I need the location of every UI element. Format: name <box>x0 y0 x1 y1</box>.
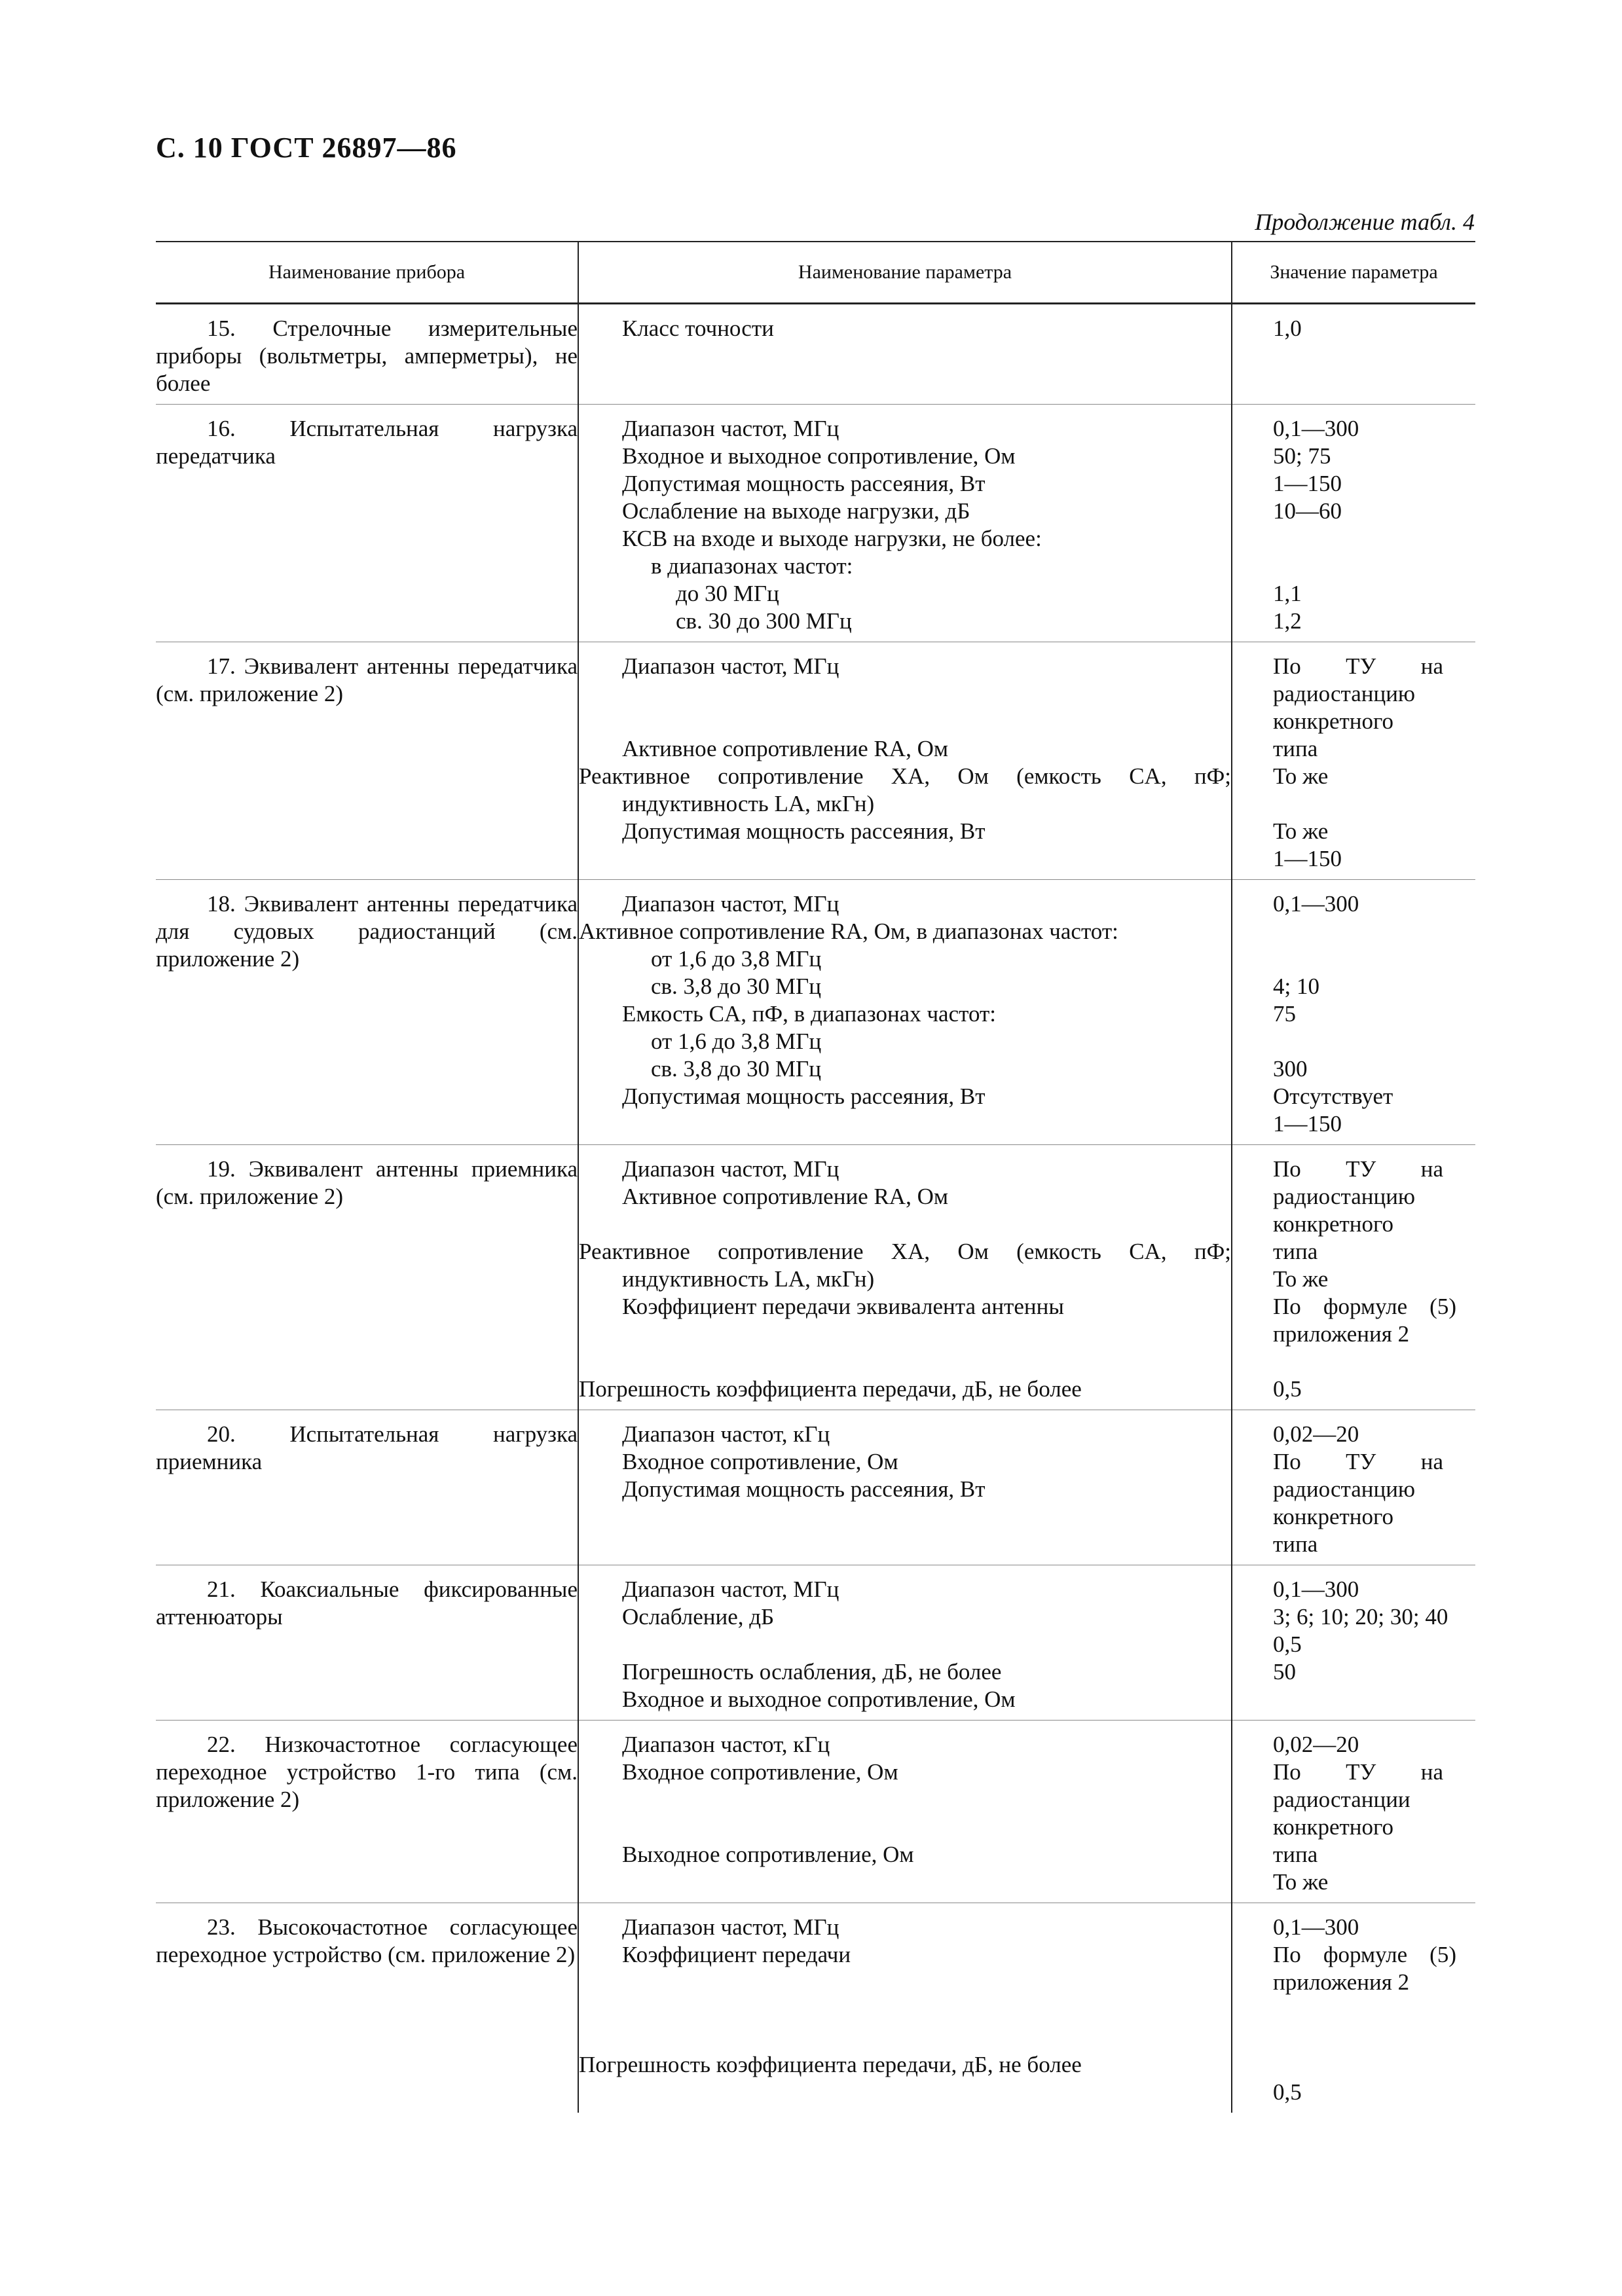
parameter-name: Емкость CА, пФ, в диапазонах частот: <box>622 1001 997 1027</box>
device-name-text: 19. Эквивалент антенны приемника (см. приложение 2) <box>156 1156 578 1209</box>
parameter-value: 0,5 <box>1273 1376 1302 1402</box>
value-cell <box>1232 304 1475 405</box>
parameter-value: То же <box>1273 1869 1329 1895</box>
device-name <box>156 1565 578 1721</box>
parameter-name: св. 30 до 300 МГц <box>676 608 852 634</box>
page-header: С. 10 ГОСТ 26897—86 <box>156 132 457 164</box>
parameter-cell <box>578 642 1232 880</box>
parameter-name: Активное сопротивление RА, Ом <box>622 736 948 761</box>
table-row <box>156 880 1475 1145</box>
parameter-value: 1,2 <box>1273 608 1302 634</box>
table-header-row <box>156 242 1475 304</box>
device-name <box>156 304 578 405</box>
parameter-value: 1,0 <box>1273 316 1302 341</box>
parameter-name: св. 3,8 до 30 МГц <box>651 1056 821 1082</box>
parameter-name: Диапазон частот, МГц <box>622 416 839 441</box>
table-row <box>156 304 1475 405</box>
parameter-name: Входное и выходное сопротивление, Ом <box>622 443 1016 469</box>
parameter-cell <box>578 1903 1232 2113</box>
parameter-cell <box>578 1721 1232 1903</box>
parameter-value: 4; 10 <box>1273 974 1319 999</box>
parameter-value: 50 <box>1273 1659 1296 1685</box>
parameter-name: Погрешность коэффициента передачи, дБ, не более <box>579 1376 1082 1402</box>
parameter-name: Диапазон частот, МГц <box>622 653 839 679</box>
parameters-table <box>156 241 1475 2113</box>
parameter-name: Диапазон частот, МГц <box>622 1914 839 1940</box>
parameter-name: Входное сопротивление, Ом <box>622 1759 898 1785</box>
parameter-cell <box>578 1410 1232 1565</box>
parameter-value: 75 <box>1273 1001 1296 1027</box>
parameter-name: Входное и выходное сопротивление, Ом <box>622 1686 1016 1712</box>
parameter-value: 0,1—300 <box>1273 1914 1359 1940</box>
parameter-value: По ТУ на радиостанцию конкретного типа <box>1273 1449 1443 1557</box>
parameter-name: Диапазон частот, МГц <box>622 891 839 917</box>
parameter-value: 1—150 <box>1273 846 1342 871</box>
value-cell <box>1232 1410 1475 1565</box>
table-row <box>156 1145 1475 1410</box>
parameter-value: По ТУ на радиостанцию конкретного типа <box>1273 1156 1443 1264</box>
value-cell <box>1232 1721 1475 1903</box>
parameter-name: Коэффициент передачи эквивалента антенны <box>622 1294 1064 1319</box>
column-header-device: Наименование прибора <box>268 261 466 283</box>
parameter-value: 50; 75 <box>1273 443 1331 469</box>
parameter-name: Активное сопротивление RА, Ом, в диапазонах частот: <box>579 919 1118 944</box>
device-name-text: 20. Испытательная нагрузка приемника <box>156 1421 578 1474</box>
value-cell <box>1232 880 1475 1145</box>
parameter-name: Диапазон частот, МГц <box>622 1576 839 1602</box>
column-header-value: Значение параметра <box>1232 242 1475 304</box>
parameter-cell <box>578 1565 1232 1721</box>
parameter-name: Реактивное сопротивление XА, Ом (емкость CА, пФ; индуктивность LА, мкГн) <box>579 763 1231 816</box>
value-cell <box>1232 405 1475 642</box>
device-name <box>156 1410 578 1565</box>
device-name-text: 23. Высокочастотное согласующее переходное устройство (см. приложение 2) <box>156 1914 578 1967</box>
table-row <box>156 1565 1475 1721</box>
parameter-value: По ТУ на радиостанции конкретного типа <box>1273 1759 1443 1867</box>
value-cell <box>1232 1903 1475 2113</box>
parameter-value: 0,02—20 <box>1273 1732 1359 1757</box>
parameter-name: Реактивное сопротивление XА, Ом (емкость CА, пФ; индуктивность LА, мкГн) <box>579 1239 1231 1292</box>
parameter-value: То же <box>1273 818 1329 844</box>
parameter-cell <box>578 1145 1232 1410</box>
device-name <box>156 642 578 880</box>
parameter-name: Допустимая мощность рассеяния, Вт <box>622 1084 986 1109</box>
table-continuation-label: Продолжение табл. 4 <box>1255 209 1475 235</box>
parameter-name: Допустимая мощность рассеяния, Вт <box>622 1476 986 1502</box>
device-name-text: 16. Испытательная нагрузка передатчика <box>156 416 578 469</box>
parameter-value: 0,1—300 <box>1273 416 1359 441</box>
table-row <box>156 1903 1475 2113</box>
parameter-name: св. 3,8 до 30 МГц <box>651 974 821 999</box>
value-cell <box>1232 1565 1475 1721</box>
parameter-value: То же <box>1273 1266 1329 1292</box>
parameter-value: По ТУ на радиостанцию конкретного типа <box>1273 653 1443 761</box>
parameter-name: Коэффициент передачи <box>622 1942 851 1967</box>
parameter-value: 0,1—300 <box>1273 1576 1359 1602</box>
parameter-value: По формуле (5) приложения 2 <box>1273 1942 1456 1995</box>
value-cell <box>1232 642 1475 880</box>
table-row <box>156 1410 1475 1565</box>
parameter-value: 300 <box>1273 1056 1308 1082</box>
parameter-name: в диапазонах частот: <box>651 553 853 579</box>
column-header-parameter: Наименование параметра <box>578 242 1232 304</box>
parameter-name: КСВ на входе и выходе нагрузки, не более: <box>622 526 1042 551</box>
device-name <box>156 1145 578 1410</box>
parameter-name: Активное сопротивление RА, Ом <box>622 1184 948 1209</box>
device-name-text: 17. Эквивалент антенны передатчика (см. приложение 2) <box>156 653 578 706</box>
parameter-name: Класс точности <box>622 316 774 341</box>
device-name <box>156 405 578 642</box>
parameter-value: То же <box>1273 763 1329 789</box>
parameter-name: Погрешность ослабления, дБ, не более <box>622 1659 1002 1685</box>
table-row <box>156 1721 1475 1903</box>
parameter-cell <box>578 304 1232 405</box>
parameter-name: Диапазон частот, кГц <box>622 1421 830 1447</box>
parameter-name: до 30 МГц <box>676 581 779 606</box>
parameter-value: 0,5 <box>1273 2079 1302 2105</box>
value-cell <box>1232 1145 1475 1410</box>
parameter-name: Погрешность коэффициента передачи, дБ, не более <box>579 2052 1082 2077</box>
parameter-value: 1—150 <box>1273 1111 1342 1137</box>
parameter-value: 1—150 <box>1273 471 1342 496</box>
parameter-cell <box>578 405 1232 642</box>
parameter-name: от 1,6 до 3,8 МГц <box>651 1029 822 1054</box>
device-name <box>156 1721 578 1903</box>
parameter-value: 3; 6; 10; 20; 30; 40 <box>1273 1604 1448 1630</box>
parameter-cell <box>578 880 1232 1145</box>
device-name <box>156 880 578 1145</box>
parameter-value: По формуле (5) приложения 2 <box>1273 1294 1456 1347</box>
table-row <box>156 642 1475 880</box>
device-name-text: 15. Стрелочные измерительные приборы (вольтметры, амперметры), не более <box>156 316 578 396</box>
parameter-value: 0,1—300 <box>1273 891 1359 917</box>
parameter-value: 1,1 <box>1273 581 1302 606</box>
parameter-name: Ослабление на выходе нагрузки, дБ <box>622 498 970 524</box>
device-name-text: 18. Эквивалент антенны передатчика для судовых радиостанций (см. приложение 2) <box>156 891 578 972</box>
parameter-name: Диапазон частот, кГц <box>622 1732 830 1757</box>
parameter-name: Выходное сопротивление, Ом <box>622 1842 914 1867</box>
table-row <box>156 405 1475 642</box>
device-name-text: 21. Коаксиальные фиксированные аттенюаторы <box>156 1576 578 1630</box>
parameter-name: Допустимая мощность рассеяния, Вт <box>622 471 986 496</box>
device-name <box>156 1903 578 2113</box>
parameter-value: 0,02—20 <box>1273 1421 1359 1447</box>
device-name-text: 22. Низкочастотное согласующее переходное устройство 1-го типа (см. приложение 2) <box>156 1732 578 1812</box>
parameter-name: от 1,6 до 3,8 МГц <box>651 946 822 972</box>
parameter-value: 0,5 <box>1273 1631 1302 1657</box>
parameter-value: 10—60 <box>1273 498 1342 524</box>
parameter-name: Допустимая мощность рассеяния, Вт <box>622 818 986 844</box>
parameter-name: Входное сопротивление, Ом <box>622 1449 898 1474</box>
parameter-value: Отсутствует <box>1273 1084 1393 1109</box>
parameter-name: Ослабление, дБ <box>622 1604 775 1630</box>
parameter-name: Диапазон частот, МГц <box>622 1156 839 1182</box>
